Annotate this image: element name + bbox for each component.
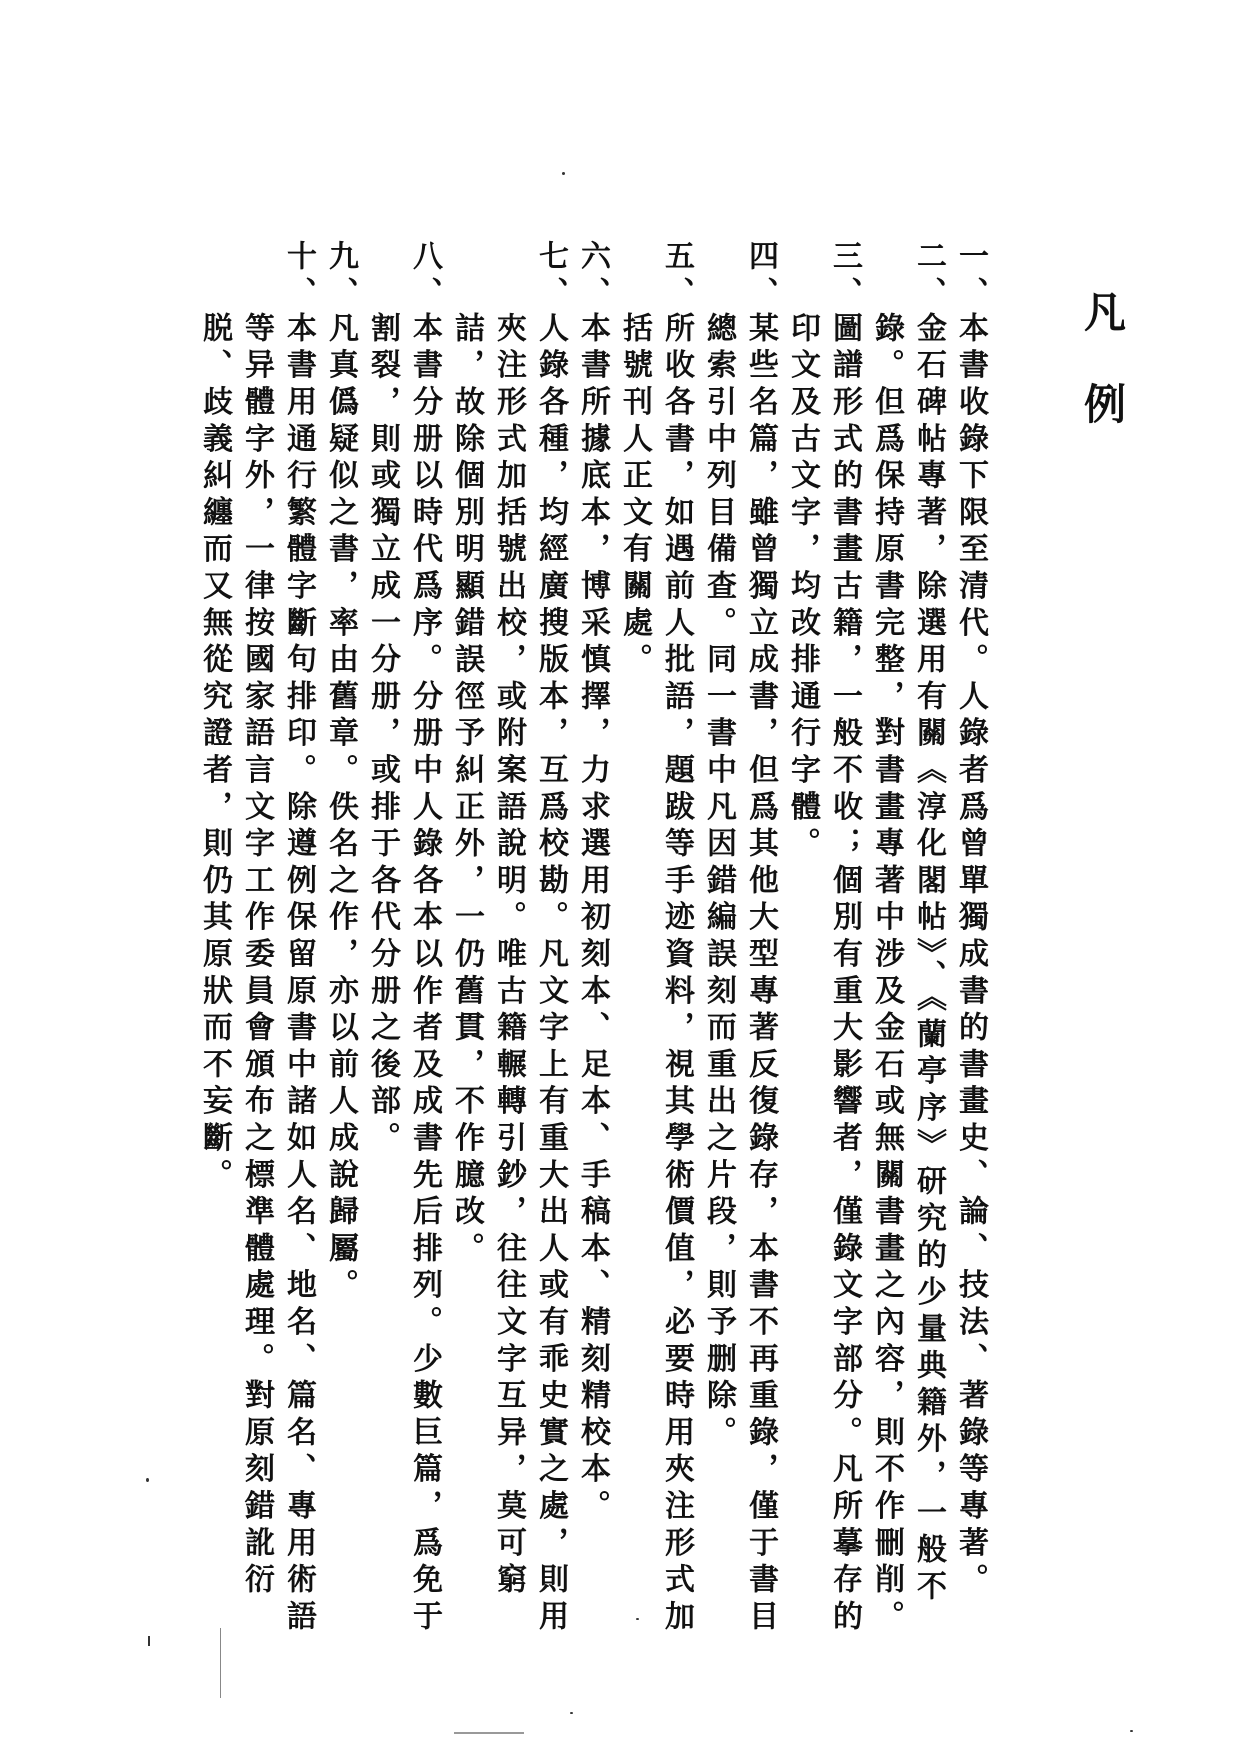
- rule-number: 八、: [407, 240, 442, 314]
- rule-item-3-line-1: [826, 240, 862, 1637]
- rule-number: 九、: [323, 240, 358, 314]
- rule-text: 人錄各種，均經廣搜版本，互爲校勘。凡文字上有重大出人或有乖史實之處，則用: [533, 312, 568, 1637]
- rule-text: 本書用通行繁體字斷句排印。除遵例保留原書中諸如人名、地名、篇名、專用術語: [281, 312, 316, 1637]
- scan-speck: [148, 1636, 150, 1646]
- rule-number: 七、: [533, 240, 568, 314]
- rule-number: 五、: [659, 240, 694, 314]
- rule-item-10-line-3: 脱、歧義糾纏而又無從究證者，則仍其原狀而不妄斷。: [197, 312, 232, 1196]
- rule-item-7-line-2: 夾注形式加括號出校，或附案語說明。唯古籍輾轉引鈔，往往文字互异，莫可窮: [491, 312, 526, 1600]
- rule-text: 圖譜形式的書畫古籍，一般不收；個別有重大影響者，僅錄文字部分。凡所摹存的: [827, 312, 862, 1637]
- rule-number: 三、: [827, 240, 862, 314]
- rule-item-7-line-1: [532, 240, 568, 1637]
- rule-text: 本書分册以時代爲序。分册中人錄各本以作者及成書先后排列。少數巨篇，爲免于: [407, 312, 442, 1637]
- rule-item-9-line-1: [322, 240, 358, 1306]
- rule-item-5-line-1: [658, 240, 694, 1637]
- rule-item-8-line-1: [406, 240, 442, 1637]
- rule-item-4-line-2: 總索引中列目備查。同一書中凡因錯編誤刻而重出之片段，則予删除。: [701, 312, 736, 1453]
- rule-text: 某些名篇，雖曾獨立成書，但爲其他大型專著反復錄存，本書不再重錄，僅于書目: [743, 312, 778, 1637]
- rule-text: 所收各書，如遇前人批語，題跋等手迹資料，視其學術價值，必要時用夾注形式加: [659, 312, 694, 1637]
- rule-text: 本書所據底本，博采慎擇，力求選用初刻本、足本、手稿本、精刻精校本。: [575, 312, 610, 1527]
- rule-item-6-line-1: [574, 240, 610, 1526]
- scan-line: [220, 1628, 221, 1698]
- rule-item-10-line-2: 等异體字外，一律按國家語言文字工作委員會頒布之標準體處理。對原刻錯訛衍: [239, 312, 274, 1600]
- scan-speck: [146, 1478, 149, 1482]
- rule-item-7-line-3: 詰，故除個別明顯錯誤徑予糾正外，一仍舊貫，不作臆改。: [449, 312, 484, 1269]
- rule-text: 凡真僞疑似之書，率由舊章。佚名之作，亦以前人成說歸屬。: [323, 312, 358, 1306]
- rule-item-8-line-2: 割裂，則或獨立成一分册，或排于各代分册之後部。: [365, 312, 400, 1159]
- rule-item-2-line-1: [910, 240, 946, 1607]
- rule-item-3-line-2: 印文及古文字，均改排通行字體。: [785, 312, 820, 864]
- rule-number: 二、: [911, 240, 946, 314]
- rule-item-5-line-2: 括號刊人正文有關處。: [617, 312, 652, 680]
- scan-speck: [454, 1732, 524, 1734]
- scan-speck: [636, 1618, 639, 1620]
- rule-number: 六、: [575, 240, 610, 314]
- rule-item-1-line-1: [952, 240, 988, 1600]
- page-title: 凡例: [1078, 290, 1127, 474]
- rule-item-2-line-2: 錄。但爲保持原書完整，對書畫專著中涉及金石或無關書畫之內容，則不作刪削。: [869, 312, 904, 1637]
- rule-number: 一、: [953, 240, 988, 314]
- scan-speck: [1130, 1730, 1133, 1732]
- rule-item-10-line-1: [280, 240, 316, 1637]
- scan-speck: [570, 1712, 573, 1714]
- rule-number: 十、: [281, 240, 316, 314]
- rule-number: 四、: [743, 240, 778, 314]
- rule-item-4-line-1: [742, 240, 778, 1637]
- scan-speck: [562, 172, 565, 175]
- rule-text: 金石碑帖專著，除選用有關《淳化閣帖》、《蘭亭序》研究的少量典籍外，一般不: [911, 312, 946, 1607]
- rule-text: 本書收錄下限至清代。人錄者爲曾單獨成書的書畫史、論、技法、著錄等專著。: [953, 312, 988, 1600]
